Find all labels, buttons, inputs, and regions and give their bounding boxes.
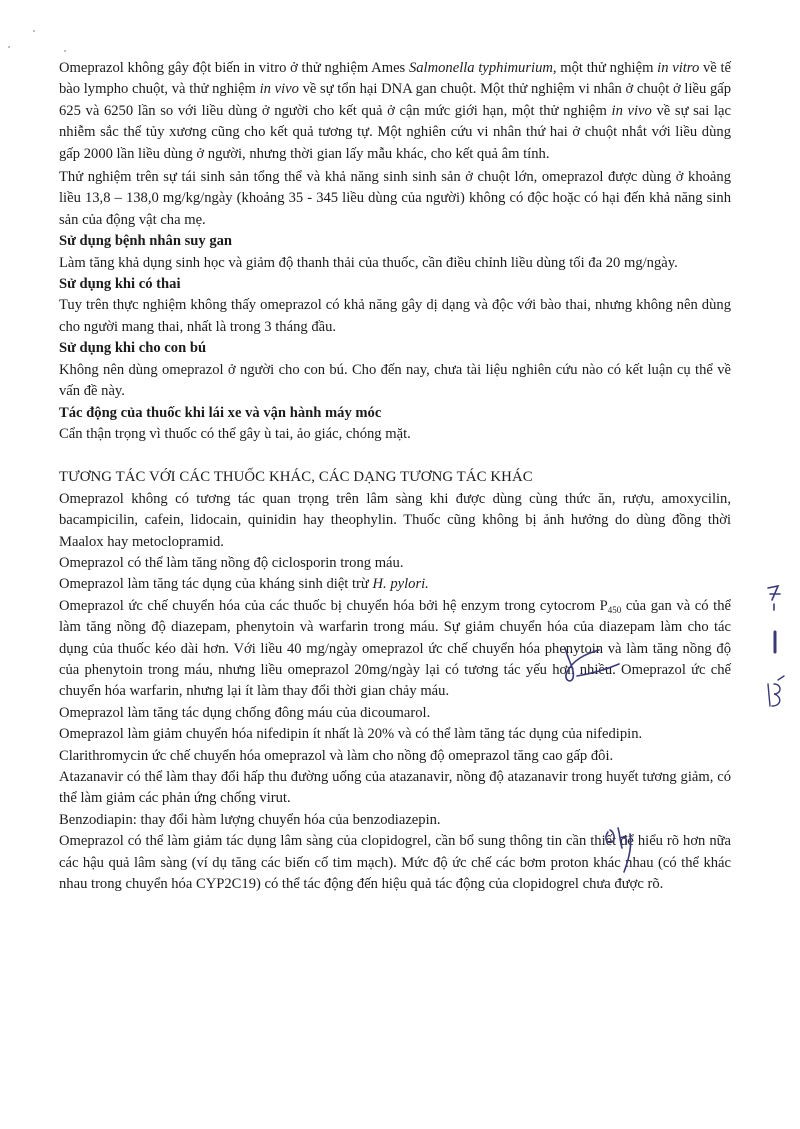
interaction-benzodiapin: Benzodiapin: thay đổi hàm lượng chuyển hóa của benzodiazepin. [59, 811, 441, 828]
interaction-nifedipin: Omeprazol làm giảm chuyển hóa nifedipin ít nhất là 20% và có thể làm tăng tác dụng của nifedipin. [59, 726, 643, 743]
handwritten-mark-lower [600, 820, 660, 880]
heading-pregnancy: Sử dụng khi có thai [59, 276, 181, 293]
handwritten-mark-upper [555, 640, 625, 690]
heading-driving: Tác động của thuốc khi lái xe và vận hành máy móc [59, 404, 382, 421]
document-body [59, 58, 731, 895]
scan-speck [64, 50, 66, 52]
margin-scribble [760, 580, 790, 740]
interaction-clopidogrel: Omeprazol có thể làm giảm tác dụng lâm sàng của clopidogrel, cần bổ sung thông tin cần thiết để hiểu rõ hơn nữa các hậu quả lâm sàng (ví dụ tăng các biến cố tim mạch). Mức độ ức chế các bơm proton khác nhau (có thể khác nhau trong chuyển hóa CYP2C19) có thể tác động đến hiệu quả tác động của clopidogrel chưa được rõ. [59, 833, 731, 893]
interaction-hpylori: Omeprazol làm tăng tác dụng của kháng sinh diệt trừ H. pylori. [59, 576, 429, 593]
text-lactation: Không nên dùng omeprazol ở người cho con bú. Cho đến nay, chưa tài liệu nghiên cứu nào có kết luận cụ thể về vấn đề này. [59, 361, 731, 400]
heading-lactation: Sử dụng khi cho con bú [59, 340, 207, 357]
section-title-interactions: TƯƠNG TÁC VỚI CÁC THUỐC KHÁC, CÁC DẠNG TƯƠNG TÁC KHÁC [59, 469, 533, 486]
interaction-ciclosporin: Omeprazol có thể làm tăng nồng độ ciclosporin trong máu. [59, 554, 404, 571]
paragraph-fertility: Thử nghiệm trên sự tái sinh sản tổng thể và khả năng sinh sinh sản ở chuột lớn, omeprazol được dùng ở khoảng liều 13,8 – 138,0 mg/kg/ngày (khoảng 35 - 345 liều dùng của người) không có độc hoặc có hại đến khả năng sinh sản của động vật cha mẹ. [59, 169, 731, 228]
interaction-food: Omeprazol không có tương tác quan trọng trên lâm sàng khi được dùng cùng thức ăn, rượu, amoxycilin, bacampicilin, cafein, lidocain, quinidin hay theophylin. Thuốc cũng không bị ảnh hưởng do dùng đồng thời Maalox hay metoclopramid. [59, 490, 731, 550]
interaction-dicoumarol: Omeprazol làm tăng tác dụng chống đông máu của dicoumarol. [59, 704, 431, 721]
scan-speck [8, 46, 10, 48]
interaction-p450: Omeprazol ức chế chuyển hóa của các thuốc bị chuyển hóa bởi hệ enzym trong cytocrom $P_{450}$ của gan và có thể làm tăng nồng độ diazepam, phenytoin và warfarin trong máu. Sự giảm chuyển hóa của diazepam làm cho tác dụng của thuốc kéo dài hơn. Với liều 40 mg/ngày omeprazol ức chế chuyển hóa phenytoin và làm tăng nồng độ của phenytoin trong máu, nhưng liều omeprazol 20mg/ngày lại có tương tác yếu hơn nhiều. Omeprazol ức chế chuyển hóa warfarin, nhưng lại ít làm thay đổi thời gian chảy máu. [59, 597, 731, 700]
text-pregnancy: Tuy trên thực nghiệm không thấy omeprazol có khả năng gây dị dạng và độc với bào thai, nhưng không nên dùng cho người mang thai, nhất là trong 3 tháng đầu. [59, 297, 731, 335]
scan-speck [33, 30, 35, 32]
heading-liver: Sử dụng bệnh nhân suy gan [59, 233, 233, 250]
text-driving: Cẩn thận trọng vì thuốc có thể gây ù tai, ảo giác, chóng mặt. [59, 425, 411, 442]
text-liver: Làm tăng khả dụng sinh học và giảm độ thanh thải của thuốc, cần điều chỉnh liều dùng tối đa 20 mg/ngày. [59, 254, 678, 271]
interaction-clarithromycin: Clarithromycin ức chế chuyển hóa omeprazol và làm cho nồng độ omeprazol tăng cao gấp đôi. [59, 747, 614, 764]
interaction-atazanavir: Atazanavir có thể làm thay đổi hấp thu đường uống của atazanavir, nồng độ atazanavir trong huyết tương giảm, có thể làm giảm các phản ứng chống virut. [59, 769, 731, 807]
paragraph-genotoxicity: Omeprazol không gây đột biến in vitro ở thử nghiệm Ames Salmonella typhimurium, một thử nghiệm in vitro về tế bào lympho chuột, và thử nghiệm in vivo về sự tổn hại DNA gan chuột. Một thử nghiệm vi nhân ở chuột ở liều gấp 625 và 6250 lần so với liều dùng ở người cho kết quả ở cận mức giới hạn, một thử nghiệm in vivo về sự sai lạc nhiễm sắc thể tủy xương cũng cho kết quả tương tự. Một nghiên cứu vi nhân thứ hai ở chuột nhắt với liều dùng gấp 2000 lần liều dùng ở người, nhưng thời gian lấy mẫu khác, cho kết quả âm tính. [59, 60, 732, 162]
